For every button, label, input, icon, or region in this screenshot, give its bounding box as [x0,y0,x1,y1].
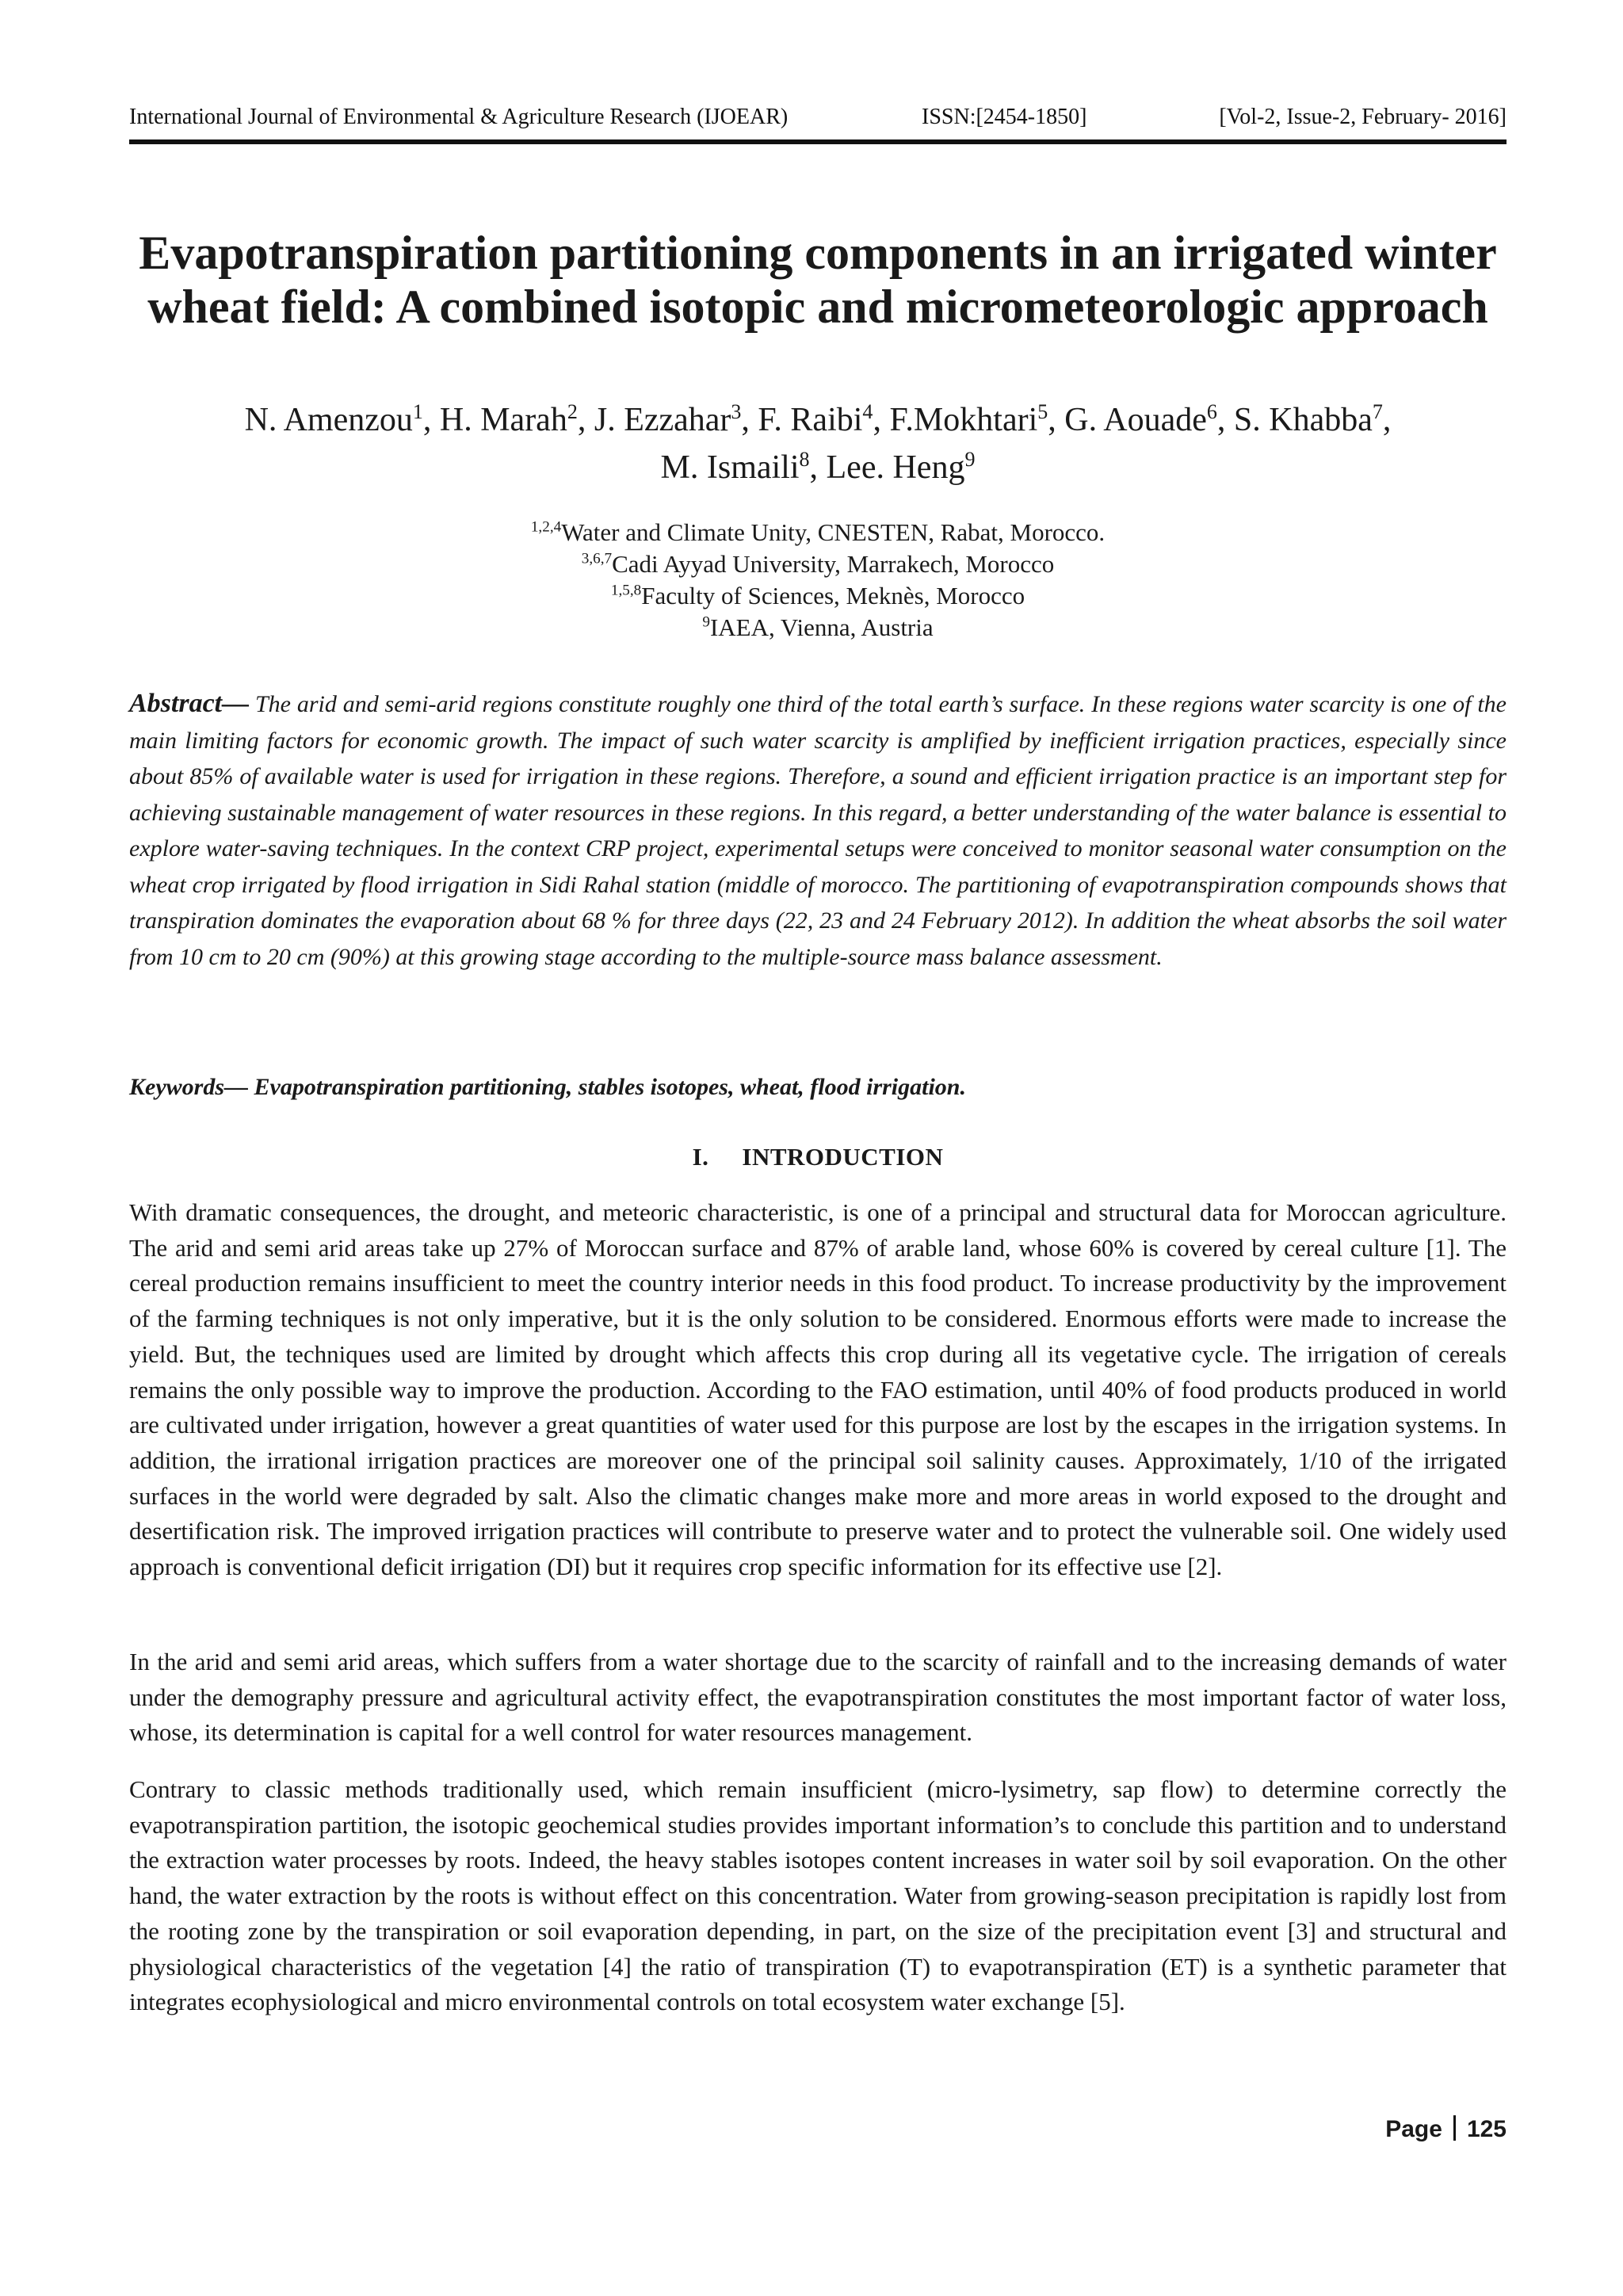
affiliation: $^{3,6,7}$Cadi Ayyad University, Marrakech, Morocco [581,550,1055,578]
author: M. Ismaili$^8$ [660,448,810,486]
volume-issue: [Vol-2, Issue-2, February- 2016] [1219,105,1507,129]
section-title: INTRODUCTION [742,1143,944,1171]
author: J. Ezzahar$^3$ [594,400,742,438]
keywords: Keywords— Evapotranspiration partitioning, stables isotopes, wheat, flood irrigation. [129,1074,966,1100]
body-paragraph: With dramatic consequences, the drought, and meteoric characteristic, is one of a principal and structural data for Moroccan agriculture. The arid and semi arid areas take up 27% of Moroccan surface and 87% of arable land, whose 60% is covered by cereal culture [1]. The cereal production remains insufficient to meet the country interior needs in this food product. To increase productivity by the improvement of the farming techniques is not only imperative, but it is the only solution to be considered. Enormous efforts were made to increase the yield. But, the techniques used are limited by drought which affects this crop during all its vegetative cycle. The irrigation of cereals remains the only possible way to improve the production. According to the FAO estimation, until 40% of food products produced in world are cultivated under irrigation, however a great quantities of water used for this purpose are lost by the escapes in the irrigation systems. In addition, the irrational irrigation practices are moreover one of the principal soil salinity causes. Approximately, 1/10 of the irrigated surfaces in the world were degraded by salt. Also the climatic changes make more and more areas in world exposed to the drought and desertification risk. The improved irrigation practices will contribute to preserve water and to protect the vulnerable soil. One widely used approach is conventional deficit irrigation (DI) but it requires crop specific information for its effective use [2]. [129,1198,1507,1581]
abstract-label: Abstract— [129,689,250,718]
abstract [129,686,1507,975]
running-header [129,100,1507,139]
footer-separator [1453,2115,1456,2141]
author: S. Khabba$^7$ [1233,400,1383,438]
paper-title: Evapotranspiration partitioning components in an irrigated winter wheat field: A combined isotopic and micrometeorologic approach [139,227,1497,333]
issn: ISSN:[2454-1850] [922,105,1087,129]
affiliation: $^{1,5,8}$Faculty of Sciences, Meknès, Morocco [610,582,1025,609]
author-list: N. Amenzou$^1$, H. Marah$^2$, J. Ezzahar$^3$, F. Raibi$^4$, F.Mokhtari$^5$, G. Aouade$^6$, S. Khabba$^7$, M. Ismaili$^8$, Lee. Heng$^9$ [244,400,1392,486]
journal-name: International Journal of Environmental & Agriculture Research (IJOEAR) [129,105,789,129]
body-paragraph: In the arid and semi arid areas, which suffers from a water shortage due to the scarcity of rainfall and to the increasing demands of water under the demography pressure and agricultural activity effect, the evapotranspiration constitutes the most important factor of water loss, whose, its determination is capital for a well control for water resources management. [129,1648,1507,1747]
page-footer [1385,2112,1507,2147]
abstract-text: The arid and semi-arid regions constitute roughly one third of the total earth’s surface. In these regions water scarcity is one of the main limiting factors for economic growth. The impact of such water scarcity is amplified by inefficient irrigation practices, especially since about 85% of available water is used for irrigation in these regions. Therefore, a sound and efficient irrigation practice is an important step for achieving sustainable management of water resources in these regions. In this regard, a better understanding of the water balance is essential to explore water-saving techniques. In the context CRP project, experimental setups were conceived to monitor seasonal water consumption on the wheat crop irrigated by flood irrigation in Sidi Rahal station (middle of morocco. The partitioning of evapotranspiration compounds shows that transpiration dominates the evaporation about 68 % for three days (22, 23 and 24 February 2012). In addition the wheat absorbs the soil water from 10 cm to 20 cm (90%) at this growing stage according to the multiple-source mass balance assessment. [129,691,1507,970]
author: G. Aouade$^6$ [1064,400,1217,438]
page-label: Page [1385,2116,1442,2142]
affiliations [129,517,1507,644]
author: H. Marah$^2$ [439,400,578,438]
section-number: I. [692,1143,709,1171]
author: N. Amenzou$^1$ [244,400,423,438]
author: Lee. Heng$^9$ [826,448,976,486]
author: F. Raibi$^4$ [758,400,873,438]
author: F.Mokhtari$^5$ [889,400,1048,438]
affiliation: $^{1,2,4}$Water and Climate Unity, CNESTEN, Rabat, Morocco. [530,518,1106,546]
affiliation: $^9$IAEA, Vienna, Austria [702,613,934,641]
page-number: 125 [1466,2116,1507,2142]
section-heading [129,1140,1507,1175]
header-rule [129,139,1507,144]
body-paragraph: Contrary to classic methods traditionally used, which remain insufficient (micro-lysimetry, sap flow) to determine correctly the evapotranspiration partition, the isotopic geochemical studies provides important information’s to conclude this partition and to understand the extraction water processes by roots. Indeed, the heavy stables isotopes content increases in water soil by soil evaporation. On the other hand, the water extraction by the roots is without effect on this concentration. Water from growing-season precipitation is rapidly lost from the rooting zone by the transpiration or soil evaporation depending, in part, on the size of the precipitation event [3] and structural and physiological characteristics of the vegetation [4] the ratio of transpiration (T) to evapotranspiration (ET) is a synthetic parameter that integrates ecophysiological and micro environmental controls on total ecosystem water exchange [5]. [129,1775,1507,2016]
